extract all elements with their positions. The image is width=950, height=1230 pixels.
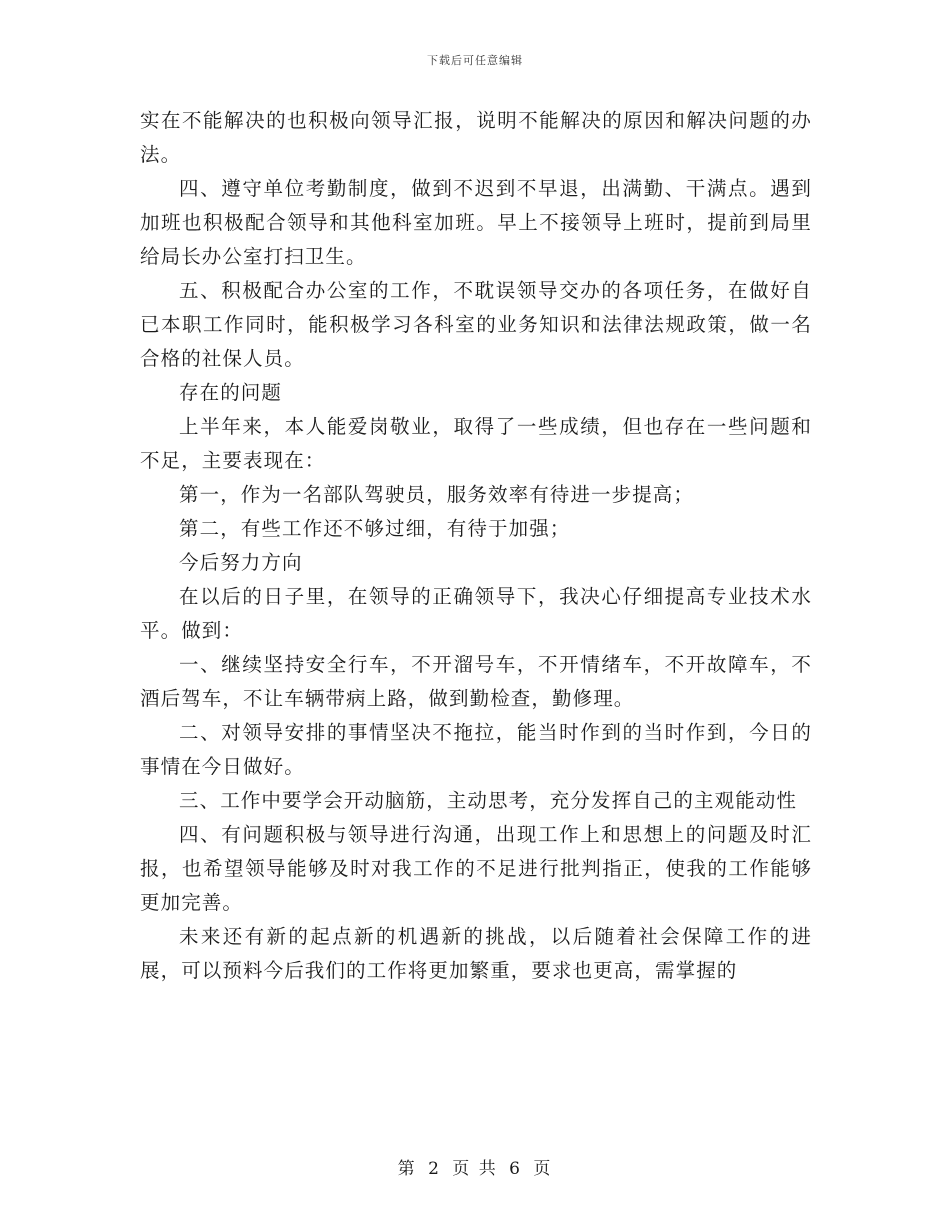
total-page-count: 6 <box>509 1159 522 1179</box>
footer-middle: 页 共 <box>452 1159 498 1179</box>
paragraph: 三、工作中要学会开动脑筋，主动思考，充分发挥自己的主观能动性 <box>179 789 798 812</box>
paragraph: 未来还有新的起点新的机遇新的挑战，以后随着社会保障工作的进展，可以预料今后我们的工作将更加繁重，要求也更高，需掌握的 <box>140 925 812 982</box>
paragraph: 在以后的日子里，在领导的正确领导下，我决心仔细提高专业技术水平。做到： <box>140 585 812 642</box>
paragraph: 第一，作为一名部队驾驶员，服务效率有待进一步提高； <box>179 483 695 506</box>
current-page-number: 2 <box>428 1159 441 1179</box>
paragraph: 五、积极配合办公室的工作，不耽误领导交办的各项任务，在做好自已本职工作同时，能积极学习各科室的业务知识和法律法规政策，做一名合格的社保人员。 <box>140 279 812 370</box>
paragraph: 上半年来，本人能爱岗敬业，取得了一些成绩，但也存在一些问题和不足，主要表现在： <box>140 415 812 472</box>
footer-suffix: 页 <box>533 1159 553 1179</box>
footer-prefix: 第 <box>397 1159 417 1179</box>
paragraph-continuation: 实在不能解决的也积极向领导汇报，说明不能解决的原因和解决问题的办法。 <box>140 109 812 166</box>
paragraph: 第二，有些工作还不够过细，有待于加强； <box>179 517 571 540</box>
section-heading-problems: 存在的问题 <box>179 381 283 404</box>
page-header: 下载后可任意编辑 <box>427 54 523 67</box>
paragraph: 二、对领导安排的事情坚决不拖拉，能当时作到的当时作到，今日的事情在今日做好。 <box>140 721 812 778</box>
section-heading-direction: 今后努力方向 <box>179 551 303 574</box>
paragraph: 四、有问题积极与领导进行沟通，出现工作上和思想上的问题及时汇报，也希望领导能够及时对我工作的不足进行批判指正，使我的工作能够更加完善。 <box>140 823 812 914</box>
document-body <box>140 104 812 988</box>
page-footer <box>0 1154 950 1179</box>
paragraph: 一、继续坚持安全行车，不开溜号车，不开情绪车，不开故障车，不酒后驾车，不让车辆带病上路，做到勤检查，勤修理。 <box>140 653 812 710</box>
paragraph: 四、遵守单位考勤制度，做到不迟到不早退，出满勤、干满点。遇到加班也积极配合领导和其他科室加班。早上不接领导上班时，提前到局里给局长办公室打扫卫生。 <box>140 177 812 268</box>
